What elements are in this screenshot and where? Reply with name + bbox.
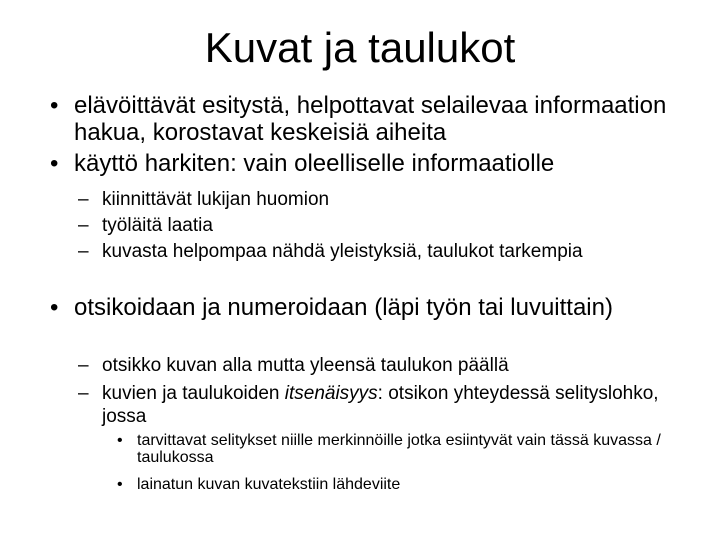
bullet-marker: •: [117, 432, 123, 449]
bullet-marker: •: [50, 294, 59, 321]
list-item: [78, 354, 682, 377]
bullet-marker: •: [50, 92, 59, 119]
list-item-text: otsikoidaan ja numeroidaan (läpi työn tai luvuittain): [74, 294, 613, 321]
emphasis-text: itsenäisyys: [284, 383, 378, 404]
list-item: [78, 382, 692, 428]
slide-title: Kuvat ja taulukot: [204, 24, 516, 71]
list-item-text: kiinnittävät lukijan huomion: [102, 189, 330, 210]
list-item-text-start: kuvien ja taulukoiden: [102, 383, 285, 404]
list-item: [78, 240, 612, 263]
dash-marker: –: [78, 355, 89, 376]
dash-marker: –: [78, 189, 89, 210]
list-item-text: työläitä laatia: [102, 215, 213, 236]
list-item: [50, 92, 694, 146]
list-item: [50, 150, 694, 177]
list-item-text: käyttö harkiten: vain oleelliselle informaatiolle: [74, 150, 555, 177]
list-item: [50, 294, 634, 321]
list-item: [78, 214, 662, 237]
list-item: [78, 188, 662, 211]
bullet-marker: •: [50, 150, 59, 177]
dash-marker: –: [78, 383, 89, 404]
dash-marker: –: [78, 215, 89, 236]
list-item-text: elävöittävät esitystä, helpottavat selailevaa informaation hakua, korostavat keskeisiä aiheita: [74, 92, 667, 146]
list-item-text: tarvittavat selitykset niille merkinnöille jotka esiintyvät vain tässä kuvassa / taulukossa: [137, 432, 661, 466]
list-item-text-end: : otsikon yhteydessä selityslohko, jossa: [102, 383, 659, 427]
list-item: [117, 432, 697, 466]
list-item-text: kuvasta helpompaa nähdä yleistyksiä, taulukot tarkempia: [102, 241, 583, 262]
dash-marker: –: [78, 241, 89, 262]
list-item-text: [102, 382, 692, 428]
list-item: [117, 476, 697, 493]
list-item-text: lainatun kuvan kuvatekstiin lähdeviite: [137, 476, 401, 493]
bullet-marker: •: [117, 476, 123, 493]
list-item-text: otsikko kuvan alla mutta yleensä taulukon päällä: [102, 355, 509, 376]
